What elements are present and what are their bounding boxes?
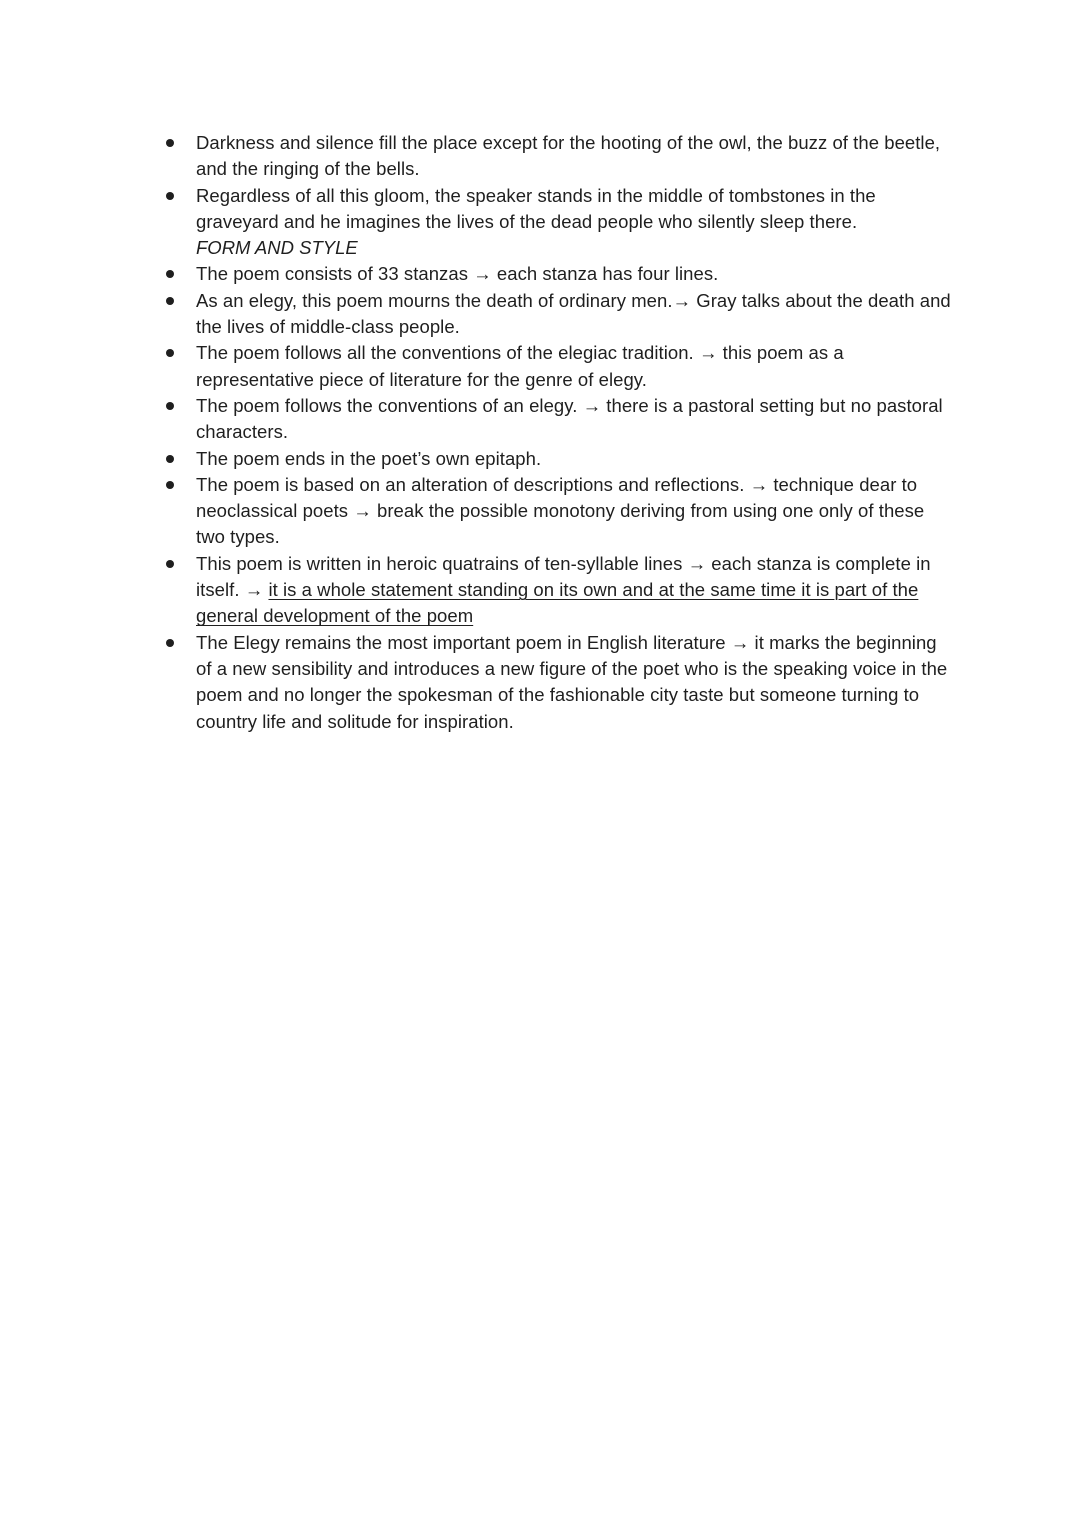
bullet-text: Regardless of all this gloom, the speaker stands in the middle of tombstones in the graveyard and he imagines the lives of the dead people who silently sleep there. — [196, 184, 876, 232]
section-heading: FORM AND STYLE — [196, 237, 358, 259]
bullet-item-stanzas — [0, 261, 956, 287]
document-page — [0, 130, 1080, 735]
bullet-text: The poem ends in the poet’s own epitaph. — [196, 447, 542, 469]
bullet-icon — [166, 139, 174, 147]
bullet-text: The poem follows the conventions of an elegy. → there is a pastoral setting but no pastoral characters. — [196, 394, 943, 443]
bullet-icon — [166, 639, 174, 647]
bullet-item-gloom — [0, 183, 956, 236]
bullet-item-elegiac-tradition — [0, 340, 956, 393]
bullet-icon — [166, 455, 174, 463]
bullet-icon — [166, 349, 174, 357]
bullet-text: This poem is written in heroic quatrains of ten-syllable lines → each stanza is complete in itself. → — [196, 552, 931, 601]
bullet-text: The Elegy remains the most important poem in English literature → it marks the beginning of a new sensibility and introduces a new figure of the poet who is the speaking voice in the poem and no longer the spokesman of the fashionable city taste but someone turning to country life and solitude for inspiration. — [196, 631, 948, 732]
bullet-item-elegy-mourns — [0, 288, 956, 341]
bullet-item-pastoral — [0, 393, 956, 446]
bullet-text: The poem is based on an alteration of descriptions and reflections. → technique dear to neoclassical poets → break the possible monotony deriving from using one only of these two types. — [196, 473, 925, 548]
bullet-icon — [166, 297, 174, 305]
bullet-icon — [166, 481, 174, 489]
bullet-item-alteration — [0, 472, 956, 551]
bullet-text: The poem follows all the conventions of the elegiac tradition. → this poem as a representative piece of literature for the genre of elegy. — [196, 342, 844, 390]
bullet-text: The poem consists of 33 stanzas → each stanza has four lines. — [196, 263, 719, 285]
bullet-text: Darkness and silence fill the place except for the hooting of the owl, the buzz of the beetle, and the ringing of the bells. — [196, 132, 941, 180]
bullet-item-epitaph — [0, 446, 956, 472]
bullet-icon — [166, 192, 174, 200]
bullet-icon — [166, 560, 174, 568]
bullet-icon — [166, 402, 174, 410]
bullet-item-elegy-importance — [0, 630, 956, 735]
bullet-item-heroic-quatrains — [0, 551, 956, 630]
underlined-text: it is a whole statement standing on its own and at the same time it is part of the general development of the poem — [196, 579, 919, 627]
bullet-text: As an elegy, this poem mourns the death of ordinary men.→ Gray talks about the death and the lives of middle-class people. — [196, 289, 951, 338]
bullet-icon — [166, 270, 174, 278]
bullet-item-darkness — [0, 130, 956, 183]
